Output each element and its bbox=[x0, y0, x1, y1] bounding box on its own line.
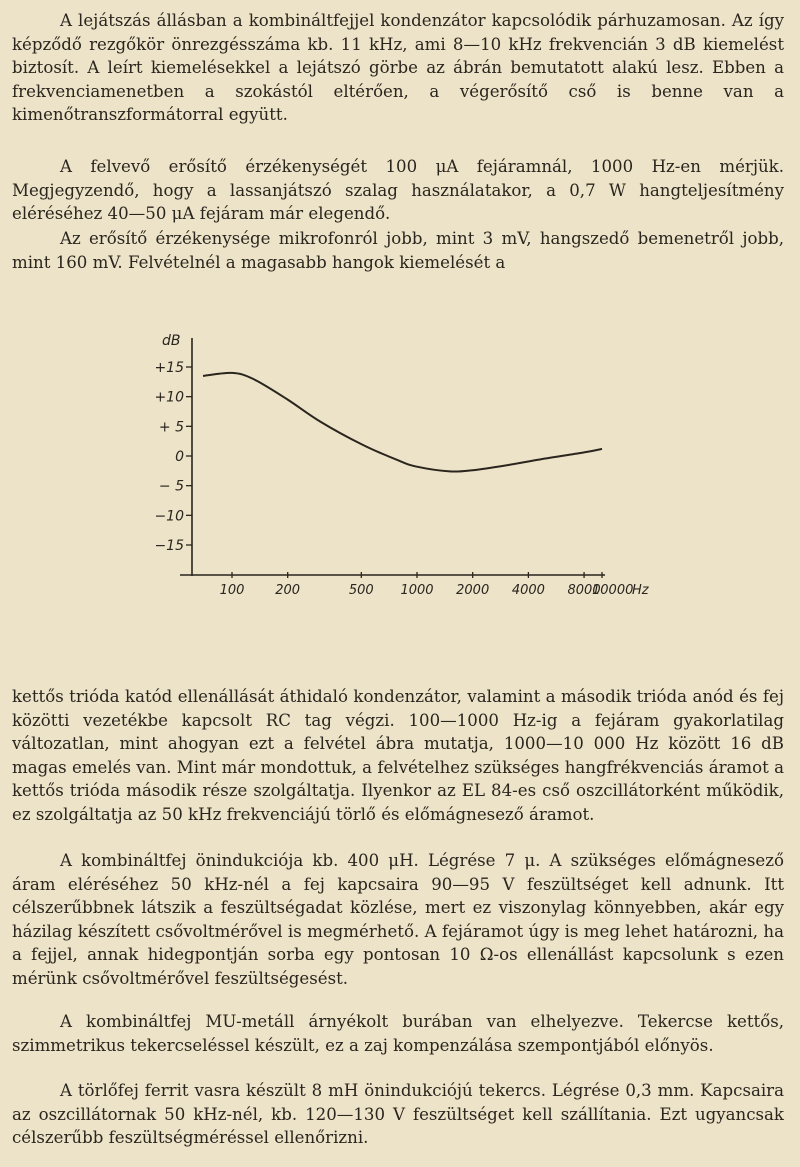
y-tick-label: − 5 bbox=[158, 478, 184, 495]
y-tick-label: +10 bbox=[154, 389, 184, 406]
y-tick-label: −15 bbox=[154, 538, 184, 554]
y-tick-label: −10 bbox=[154, 508, 184, 525]
paragraph-head-inductance: A kombináltfej önindukciója kb. 400 μH. Légrése 7 μ. A szükséges előmágnesező áram eléréséhez 50 kHz-nél a fej kapcsaira 90—95 V feszültséget kell adnunk. Itt célszerűbbnek látszik a feszültségadat közlése, mert ez viszonylag könnyebben, akár egy házilag készített csővoltmérővel is megmérhető. A fejáramot úgy is meg lehet határozni, ha a fejjel, annak hidegpontján sorba egy pontosan 10 Ω-os ellenállást kapcsolunk s ezen mérünk csővoltmérővel feszültségesést. bbox=[12, 851, 784, 988]
paragraph-erase-head: A törlőfej ferrit vasra készült 8 mH önindukciójú tekercs. Légrése 0,3 mm. Kapcsaira az oszcillátornak 50 kHz-nél, kb. 120—130 V feszültséget kell szállítania. Ezt ugyancsak célszerűbb feszültségméréssel ellenőrizni. bbox=[12, 1081, 784, 1147]
y-tick-label: +15 bbox=[154, 360, 184, 376]
y-tick-label: + 5 bbox=[158, 419, 184, 436]
y-axis-label: dB bbox=[162, 333, 181, 349]
paragraph-recording-sensitivity: A felvevő erősítő érzékenységét 100 μA fejáramnál, 1000 Hz-en mérjük. Megjegyzendő, hogy a lassanjátszó szalag használatakor, a 0,7 W hangteljesítmény eléréséhez 40—50 μA fejáram már elegendő. bbox=[12, 157, 784, 223]
paragraph-head-shielding: A kombináltfej MU-metáll árnyékolt burában van elhelyezve. Tekercse kettős, szimmetrikus tekercseléssel készült, ez a zaj kompenzálása szempontjából előnyös. bbox=[12, 1012, 784, 1055]
x-tick-label: 4000 bbox=[511, 583, 545, 598]
x-tick-label: 200 bbox=[275, 583, 301, 598]
paragraph-playback: A lejátszás állásban a kombináltfejjel kondenzátor kapcsolódik párhuzamosan. Az így képződő rezgőkör önrezgésszáma kb. 11 kHz, ami 8—10 kHz frekvencián 3 dB kiemelést biztosít. A leírt kiemelésekkel a lejátszó görbe az ábrán bemutatott alakú lesz. Ebben a frekvenciamenetben a szokástól eltérően, a végerősítő cső is benne van a kimenőtranszformátorral együtt. bbox=[12, 11, 784, 124]
y-tick-label: 0 bbox=[175, 449, 184, 465]
response-curve bbox=[203, 373, 602, 472]
x-axis-unit-label: Hz bbox=[632, 583, 649, 598]
frequency-response-chart bbox=[0, 318, 800, 608]
x-tick-label: 500 bbox=[348, 583, 374, 598]
x-tick-label: 8000 bbox=[567, 583, 601, 598]
x-tick-label: 100 bbox=[219, 583, 245, 598]
x-tick-label: 2000 bbox=[456, 583, 490, 598]
x-ticks bbox=[220, 572, 650, 598]
y-ticks bbox=[154, 360, 192, 554]
paragraph-recording-emphasis: kettős trióda katód ellenállását áthidaló kondenzátor, valamint a második trióda anód és fej közötti vezetékbe kapcsolt RC tag végzi. 100—1000 Hz-ig a fejáram gyakorlatilag változatlan, mint ahogyan ezt a felvétel ábra mutatja, 1000—10 000 Hz között 16 dB magas emelés van. Mint már mondottuk, a felvételhez szükséges hangfrékvenciás áramot a kettős trióda második része szolgáltatja. Ilyenkor az EL 84-es cső oszcillátorként működik, ez szolgáltatja az 50 kHz frekvenciájú törlő és előmágnesező áramot. bbox=[12, 687, 784, 824]
x-tick-label: 1000 bbox=[400, 583, 434, 598]
paragraph-amplifier-sensitivity: Az erősítő érzékenysége mikrofonról jobb, mint 3 mV, hangszedő bemenetről jobb, mint 160 mV. Felvételnél a magasabb hangok kiemelését a bbox=[12, 229, 784, 272]
x-tick-label: 10000 bbox=[592, 583, 634, 598]
